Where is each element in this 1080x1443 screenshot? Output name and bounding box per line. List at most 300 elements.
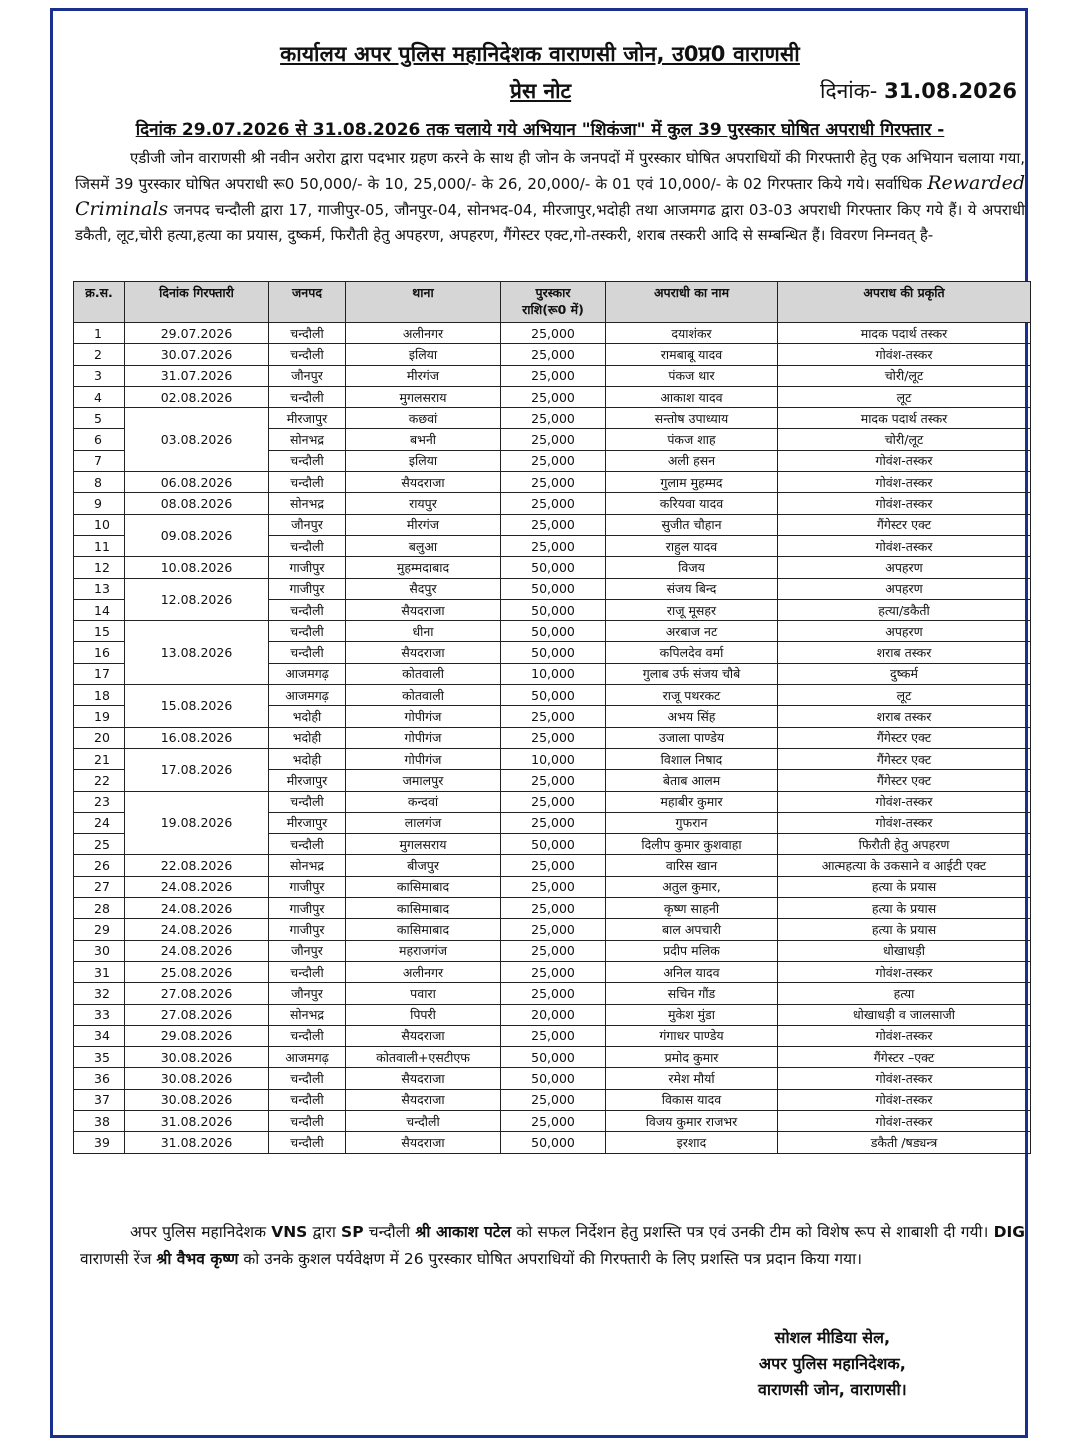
cell-date: 31.08.2026 [125, 1110, 269, 1131]
cell-district: चन्दौली [269, 599, 346, 620]
cell-name: इरशाद [606, 1132, 778, 1153]
cell-name: बाल अपचारी [606, 919, 778, 940]
cell-station: सैयदराजा [346, 1132, 501, 1153]
table-row [74, 1089, 1031, 1110]
cell-date: 29.07.2026 [125, 323, 269, 344]
cell-reward: 25,000 [501, 344, 606, 365]
cell-nature: गोवंश-तस्कर [778, 535, 1031, 556]
cell-sn: 25 [74, 834, 125, 855]
table-header-row [74, 282, 1031, 323]
header-name: अपराधी का नाम [606, 282, 778, 323]
cell-nature: चोरी/लूट [778, 365, 1031, 386]
cell-name: सचिन गौंड [606, 983, 778, 1004]
cell-station: जमालपुर [346, 770, 501, 791]
cell-name: कपिलदेव वर्मा [606, 642, 778, 663]
cell-district: चन्दौली [269, 472, 346, 493]
cell-name: मुकेश मुंडा [606, 1004, 778, 1025]
cell-station: मीरगंज [346, 365, 501, 386]
signature-block [758, 1325, 907, 1403]
cell-station: बलुआ [346, 535, 501, 556]
cell-district: चन्दौली [269, 344, 346, 365]
cell-nature: गैंगेस्टर एक्ट [778, 770, 1031, 791]
cell-reward: 20,000 [501, 1004, 606, 1025]
cell-nature: डकैती /षड्यन्त्र [778, 1132, 1031, 1153]
cell-sn: 1 [74, 323, 125, 344]
cell-sn: 15 [74, 621, 125, 642]
cell-reward: 25,000 [501, 770, 606, 791]
date-label: दिनांक- [820, 79, 878, 103]
cell-name: रमेश मौर्या [606, 1068, 778, 1089]
cell-date: 31.08.2026 [125, 1132, 269, 1153]
cell-district: चन्दौली [269, 386, 346, 407]
cell-district: मीरजापुर [269, 770, 346, 791]
cell-reward: 25,000 [501, 876, 606, 897]
cell-sn: 29 [74, 919, 125, 940]
cell-station: इलिया [346, 450, 501, 471]
cell-district: चन्दौली [269, 1132, 346, 1153]
cell-nature: अपहरण [778, 557, 1031, 578]
cell-nature: अपहरण [778, 578, 1031, 599]
cell-name: महाबीर कुमार [606, 791, 778, 812]
cell-name: गुफरान [606, 812, 778, 833]
cell-station: पिपरी [346, 1004, 501, 1025]
cell-station: मुहम्मदाबाद [346, 557, 501, 578]
cell-district: चन्दौली [269, 323, 346, 344]
cell-district: गाजीपुर [269, 578, 346, 599]
cell-reward: 25,000 [501, 514, 606, 535]
cell-nature: गोवंश-तस्कर [778, 344, 1031, 365]
cell-sn: 19 [74, 706, 125, 727]
cell-nature: गैंगेस्टर एक्ट [778, 727, 1031, 748]
closing-text-2: द्वारा [312, 1223, 336, 1241]
cell-district: मीरजापुर [269, 408, 346, 429]
intro-part-1: एडीजी जोन वाराणसी श्री नवीन अरोरा द्वारा पदभार ग्रहण करने के साथ ही जोन के जनपदों में पुरस्कार घोषित अपराधियों की गिरफ्तारी हेतु एक अभियान चलाया गया, जिसमें 39 पुरस्कार घोषित अपराधी रू0 50,000/- के 10, 25,000/- के 26, 20,000/- के 01 एवं 10,000/- के 02 गिरफ्तार किये गये। सर्वाधिक [75, 149, 1025, 193]
cell-station: महराजगंज [346, 940, 501, 961]
closing-text-1: अपर पुलिस महानिदेशक [130, 1223, 266, 1241]
cell-reward: 25,000 [501, 1089, 606, 1110]
cell-name: प्रमोद कुमार [606, 1047, 778, 1068]
cell-reward: 25,000 [501, 706, 606, 727]
cell-sn: 24 [74, 812, 125, 833]
cell-district: चन्दौली [269, 791, 346, 812]
cell-sn: 38 [74, 1110, 125, 1131]
table-row [74, 386, 1031, 407]
cell-nature: आत्महत्या के उकसाने व आईटी एक्ट [778, 855, 1031, 876]
cell-name: संजय बिन्द [606, 578, 778, 599]
table-row [74, 940, 1031, 961]
cell-station: कोतवाली+एसटीएफ [346, 1047, 501, 1068]
cell-reward: 50,000 [501, 1068, 606, 1089]
cell-nature: मादक पदार्थ तस्कर [778, 323, 1031, 344]
cell-sn: 3 [74, 365, 125, 386]
cell-sn: 8 [74, 472, 125, 493]
cell-district: जौनपुर [269, 940, 346, 961]
cell-sn: 14 [74, 599, 125, 620]
table-row [74, 748, 1031, 769]
cell-station: धीना [346, 621, 501, 642]
cell-station: मीरगंज [346, 514, 501, 535]
cell-name: विजय [606, 557, 778, 578]
cell-date: 24.08.2026 [125, 919, 269, 940]
cell-name: विजय कुमार राजभर [606, 1110, 778, 1131]
cell-station: लालगंज [346, 812, 501, 833]
cell-nature: फिरौती हेतु अपहरण [778, 834, 1031, 855]
cell-district: गाजीपुर [269, 557, 346, 578]
cell-name: सन्तोष उपाध्याय [606, 408, 778, 429]
cell-reward: 25,000 [501, 727, 606, 748]
table-row [74, 919, 1031, 940]
cell-district: आजमगढ़ [269, 1047, 346, 1068]
cell-district: सोनभद्र [269, 855, 346, 876]
cell-reward: 25,000 [501, 450, 606, 471]
closing-bold-2: SP [341, 1223, 364, 1241]
cell-name: गंगाधर पाण्डेय [606, 1025, 778, 1046]
cell-sn: 22 [74, 770, 125, 791]
cell-sn: 6 [74, 429, 125, 450]
cell-sn: 27 [74, 876, 125, 897]
cell-district: सोनभद्र [269, 1004, 346, 1025]
cell-reward: 25,000 [501, 983, 606, 1004]
cell-station: कासिमाबाद [346, 898, 501, 919]
cell-reward: 25,000 [501, 386, 606, 407]
cell-district: चन्दौली [269, 450, 346, 471]
cell-reward: 10,000 [501, 748, 606, 769]
closing-bold-3: श्री आकाश पटेल [415, 1223, 512, 1241]
table-row [74, 898, 1031, 919]
cell-date: 27.08.2026 [125, 983, 269, 1004]
cell-reward: 25,000 [501, 1025, 606, 1046]
cell-nature: गोवंश-तस्कर [778, 961, 1031, 982]
cell-nature: हत्या [778, 983, 1031, 1004]
cell-sn: 2 [74, 344, 125, 365]
cell-date: 15.08.2026 [125, 685, 269, 728]
cell-reward: 50,000 [501, 557, 606, 578]
press-note-heading: प्रेस नोट [510, 79, 572, 103]
closing-text-3: चन्दौली [368, 1223, 411, 1241]
cell-name: पंकज थार [606, 365, 778, 386]
cell-sn: 32 [74, 983, 125, 1004]
cell-district: जौनपुर [269, 365, 346, 386]
cell-sn: 17 [74, 663, 125, 684]
cell-nature: गोवंश-तस्कर [778, 472, 1031, 493]
cell-reward: 25,000 [501, 961, 606, 982]
cell-date: 30.08.2026 [125, 1068, 269, 1089]
criminals-table [73, 281, 1031, 1154]
cell-sn: 12 [74, 557, 125, 578]
cell-station: मुगलसराय [346, 386, 501, 407]
cell-station: गोपीगंज [346, 727, 501, 748]
cell-station: कन्दवां [346, 791, 501, 812]
table-row [74, 1068, 1031, 1089]
table-row [74, 685, 1031, 706]
cell-reward: 25,000 [501, 365, 606, 386]
cell-sn: 33 [74, 1004, 125, 1025]
cell-station: सैयदराजा [346, 1025, 501, 1046]
cell-sn: 5 [74, 408, 125, 429]
cell-name: कृष्ण साहनी [606, 898, 778, 919]
table-body [74, 323, 1031, 1154]
table-row [74, 876, 1031, 897]
cell-name: वारिस खान [606, 855, 778, 876]
cell-name: दिलीप कुमार कुशवाहा [606, 834, 778, 855]
cell-nature: अपहरण [778, 621, 1031, 642]
cell-nature: गोवंश-तस्कर [778, 450, 1031, 471]
cell-name: बेताब आलम [606, 770, 778, 791]
cell-sn: 39 [74, 1132, 125, 1153]
cell-station: सैयदराजा [346, 472, 501, 493]
cell-name: अतुल कुमार, [606, 876, 778, 897]
signature-line-3: वाराणसी जोन, वाराणसी। [758, 1380, 907, 1399]
cell-nature: गोवंश-तस्कर [778, 493, 1031, 514]
cell-nature: गोवंश-तस्कर [778, 1025, 1031, 1046]
subject-line: दिनांक 29.07.2026 से 31.08.2026 तक चलाये गये अभियान "शिकंजा" में कुल 39 पुरस्कार घोषित अपराधी गिरफ्तार - [135, 120, 945, 140]
cell-reward: 50,000 [501, 685, 606, 706]
cell-nature: चोरी/लूट [778, 429, 1031, 450]
intro-part-2: जनपद चन्दौली द्वारा 17, गाजीपुर-05, जौनपुर-04, सोनभद-04, मीरजापुर,भदोही तथा आजमगढ द्वारा 03-03 अपराधी गिरफ्तार किए गये हैं। ये अपराधी डकैती, लूट,चोरी हत्या,हत्या का प्रयास, दुष्कर्म, फिरौती हेतु अपहरण, अपहरण, गैंगेस्टर एक्ट,गो-तस्करी, शराब तस्करी आदि से सम्बन्धित हैं। विवरण निम्नवत् है- [75, 201, 1025, 244]
cell-sn: 21 [74, 748, 125, 769]
cell-sn: 37 [74, 1089, 125, 1110]
cell-station: इलिया [346, 344, 501, 365]
closing-bold-1: VNS [271, 1223, 308, 1241]
cell-reward: 25,000 [501, 812, 606, 833]
cell-reward: 50,000 [501, 578, 606, 599]
cell-district: चन्दौली [269, 961, 346, 982]
cell-sn: 11 [74, 535, 125, 556]
table-row [74, 1047, 1031, 1068]
header-reward [501, 282, 606, 323]
header-reward-line-1: पुरस्कार [535, 285, 571, 300]
table-row [74, 365, 1031, 386]
cell-date: 06.08.2026 [125, 472, 269, 493]
cell-nature: गैंगेस्टर एक्ट [778, 748, 1031, 769]
cell-nature: हत्या/डकैती [778, 599, 1031, 620]
cell-date: 27.08.2026 [125, 1004, 269, 1025]
cell-sn: 28 [74, 898, 125, 919]
cell-station: रायपुर [346, 493, 501, 514]
cell-nature: गैंगेस्टर एक्ट [778, 514, 1031, 535]
cell-nature: दुष्कर्म [778, 663, 1031, 684]
header-date: दिनांक गिरफ्तारी [125, 282, 269, 323]
cell-date: 10.08.2026 [125, 557, 269, 578]
cell-district: सोनभद्र [269, 493, 346, 514]
cell-sn: 16 [74, 642, 125, 663]
cell-station: कछवां [346, 408, 501, 429]
cell-name: राहुल यादव [606, 535, 778, 556]
cell-nature: धोखाधड़ी व जालसाजी [778, 1004, 1031, 1025]
cell-district: आजमगढ़ [269, 663, 346, 684]
cell-reward: 25,000 [501, 535, 606, 556]
table-row [74, 983, 1031, 1004]
cell-district: चन्दौली [269, 1068, 346, 1089]
cell-name: रामबाबू यादव [606, 344, 778, 365]
cell-station: गोपीगंज [346, 706, 501, 727]
cell-date: 30.08.2026 [125, 1047, 269, 1068]
cell-date: 02.08.2026 [125, 386, 269, 407]
cell-sn: 7 [74, 450, 125, 471]
table-row [74, 961, 1031, 982]
cell-nature: हत्या के प्रयास [778, 898, 1031, 919]
cell-reward: 25,000 [501, 1110, 606, 1131]
cell-name: गुलाब उर्फ संजय चौबे [606, 663, 778, 684]
cell-station: सैदपुर [346, 578, 501, 599]
table-row [74, 621, 1031, 642]
cell-date: 30.07.2026 [125, 344, 269, 365]
cell-station: बीजपुर [346, 855, 501, 876]
cell-reward: 25,000 [501, 791, 606, 812]
cell-station: बभनी [346, 429, 501, 450]
table-row [74, 727, 1031, 748]
cell-station: सैयदराजा [346, 1089, 501, 1110]
cell-station: पवारा [346, 983, 501, 1004]
cell-name: प्रदीप मलिक [606, 940, 778, 961]
cell-station: गोपीगंज [346, 748, 501, 769]
cell-nature: गैंगेस्टर –एक्ट [778, 1047, 1031, 1068]
cell-name: करियवा यादव [606, 493, 778, 514]
cell-name: अली हसन [606, 450, 778, 471]
table-row [74, 855, 1031, 876]
cell-date: 17.08.2026 [125, 748, 269, 791]
cell-station: सैयदराजा [346, 599, 501, 620]
cell-district: भदोही [269, 706, 346, 727]
cell-district: गाजीपुर [269, 876, 346, 897]
table-row [74, 472, 1031, 493]
cell-sn: 13 [74, 578, 125, 599]
header-reward-line-2: राशि(रू0 में) [522, 302, 584, 317]
cell-reward: 10,000 [501, 663, 606, 684]
cell-sn: 35 [74, 1047, 125, 1068]
cell-sn: 26 [74, 855, 125, 876]
cell-date: 22.08.2026 [125, 855, 269, 876]
cell-district: गाजीपुर [269, 898, 346, 919]
cell-name: राजू पथरकट [606, 685, 778, 706]
table-row [74, 1025, 1031, 1046]
table-row [74, 344, 1031, 365]
cell-reward: 25,000 [501, 493, 606, 514]
cell-sn: 18 [74, 685, 125, 706]
cell-name: अनिल यादव [606, 961, 778, 982]
cell-name: सुजीत चौहान [606, 514, 778, 535]
intro-english-phrase: Rewarded Criminals [75, 172, 1025, 220]
cell-name: अभय सिंह [606, 706, 778, 727]
cell-name: विशाल निषाद [606, 748, 778, 769]
document-date [820, 77, 1017, 105]
cell-reward: 50,000 [501, 1132, 606, 1153]
cell-sn: 9 [74, 493, 125, 514]
cell-reward: 25,000 [501, 323, 606, 344]
cell-reward: 50,000 [501, 621, 606, 642]
cell-sn: 30 [74, 940, 125, 961]
cell-station: कासिमाबाद [346, 876, 501, 897]
cell-nature: गोवंश-तस्कर [778, 1110, 1031, 1131]
cell-name: अरबाज नट [606, 621, 778, 642]
table-row [74, 578, 1031, 599]
cell-district: चन्दौली [269, 1025, 346, 1046]
cell-date: 08.08.2026 [125, 493, 269, 514]
table-row [74, 1132, 1031, 1153]
cell-nature: हत्या के प्रयास [778, 876, 1031, 897]
header-district: जनपद [269, 282, 346, 323]
cell-reward: 50,000 [501, 834, 606, 855]
cell-nature: धोखाधड़ी [778, 940, 1031, 961]
cell-reward: 25,000 [501, 919, 606, 940]
cell-sn: 4 [74, 386, 125, 407]
cell-district: चन्दौली [269, 535, 346, 556]
cell-station: कोतवाली [346, 685, 501, 706]
cell-date: 24.08.2026 [125, 940, 269, 961]
cell-date: 24.08.2026 [125, 898, 269, 919]
cell-date: 24.08.2026 [125, 876, 269, 897]
cell-date: 09.08.2026 [125, 514, 269, 557]
cell-sn: 23 [74, 791, 125, 812]
cell-station: कासिमाबाद [346, 919, 501, 940]
cell-sn: 10 [74, 514, 125, 535]
cell-sn: 20 [74, 727, 125, 748]
cell-reward: 50,000 [501, 1047, 606, 1068]
header-sn: क्र.स. [74, 282, 125, 323]
closing-bold-5: श्री वैभव कृष्ण [156, 1250, 239, 1268]
cell-name: दयाशंकर [606, 323, 778, 344]
cell-reward: 25,000 [501, 429, 606, 450]
cell-district: चन्दौली [269, 1110, 346, 1131]
cell-district: जौनपुर [269, 514, 346, 535]
table-row [74, 493, 1031, 514]
cell-nature: मादक पदार्थ तस्कर [778, 408, 1031, 429]
cell-nature: गोवंश-तस्कर [778, 812, 1031, 833]
cell-name: उजाला पाण्डेय [606, 727, 778, 748]
header-station: थाना [346, 282, 501, 323]
office-title: कार्यालय अपर पुलिस महानिदेशक वाराणसी जोन, उ0प्र0 वाराणसी [280, 42, 800, 66]
cell-station: मुगलसराय [346, 834, 501, 855]
cell-nature: लूट [778, 685, 1031, 706]
date-value: 31.08.2026 [884, 79, 1017, 103]
cell-nature: हत्या के प्रयास [778, 919, 1031, 940]
signature-line-1: सोशल मीडिया सेल, [774, 1328, 891, 1347]
closing-text-4: को सफल निर्देशन हेतु प्रशस्ति पत्र एवं उनकी टीम को विशेष रूप से शाबाशी दी गयी। [516, 1223, 989, 1241]
cell-date: 25.08.2026 [125, 961, 269, 982]
cell-district: भदोही [269, 748, 346, 769]
cell-name: विकास यादव [606, 1089, 778, 1110]
cell-nature: गोवंश-तस्कर [778, 791, 1031, 812]
cell-district: मीरजापुर [269, 812, 346, 833]
cell-reward: 50,000 [501, 642, 606, 663]
cell-district: चन्दौली [269, 621, 346, 642]
cell-district: सोनभद्र [269, 429, 346, 450]
closing-text-5: वाराणसी रेंज [80, 1250, 152, 1268]
cell-date: 31.07.2026 [125, 365, 269, 386]
cell-station: अलीनगर [346, 961, 501, 982]
cell-date: 12.08.2026 [125, 578, 269, 621]
cell-nature: लूट [778, 386, 1031, 407]
table-row [74, 791, 1031, 812]
cell-nature: शराब तस्कर [778, 706, 1031, 727]
cell-station: अलीनगर [346, 323, 501, 344]
cell-district: चन्दौली [269, 1089, 346, 1110]
cell-station: सैयदराजा [346, 1068, 501, 1089]
cell-name: गुलाम मुहम्मद [606, 472, 778, 493]
table-row [74, 1110, 1031, 1131]
closing-text-6: को उनके कुशल पर्यवेक्षण में 26 पुरस्कार घोषित अपराधियों की गिरफ्तारी के लिए प्रशस्ति पत्र प्रदान किया गया। [243, 1250, 863, 1268]
cell-name: आकाश यादव [606, 386, 778, 407]
cell-district: चन्दौली [269, 834, 346, 855]
table-row [74, 514, 1031, 535]
table-row [74, 1004, 1031, 1025]
cell-reward: 25,000 [501, 898, 606, 919]
cell-nature: शराब तस्कर [778, 642, 1031, 663]
cell-nature: गोवंश-तस्कर [778, 1068, 1031, 1089]
cell-district: आजमगढ़ [269, 685, 346, 706]
cell-name: राजू मूसहर [606, 599, 778, 620]
cell-name: पंकज शाह [606, 429, 778, 450]
